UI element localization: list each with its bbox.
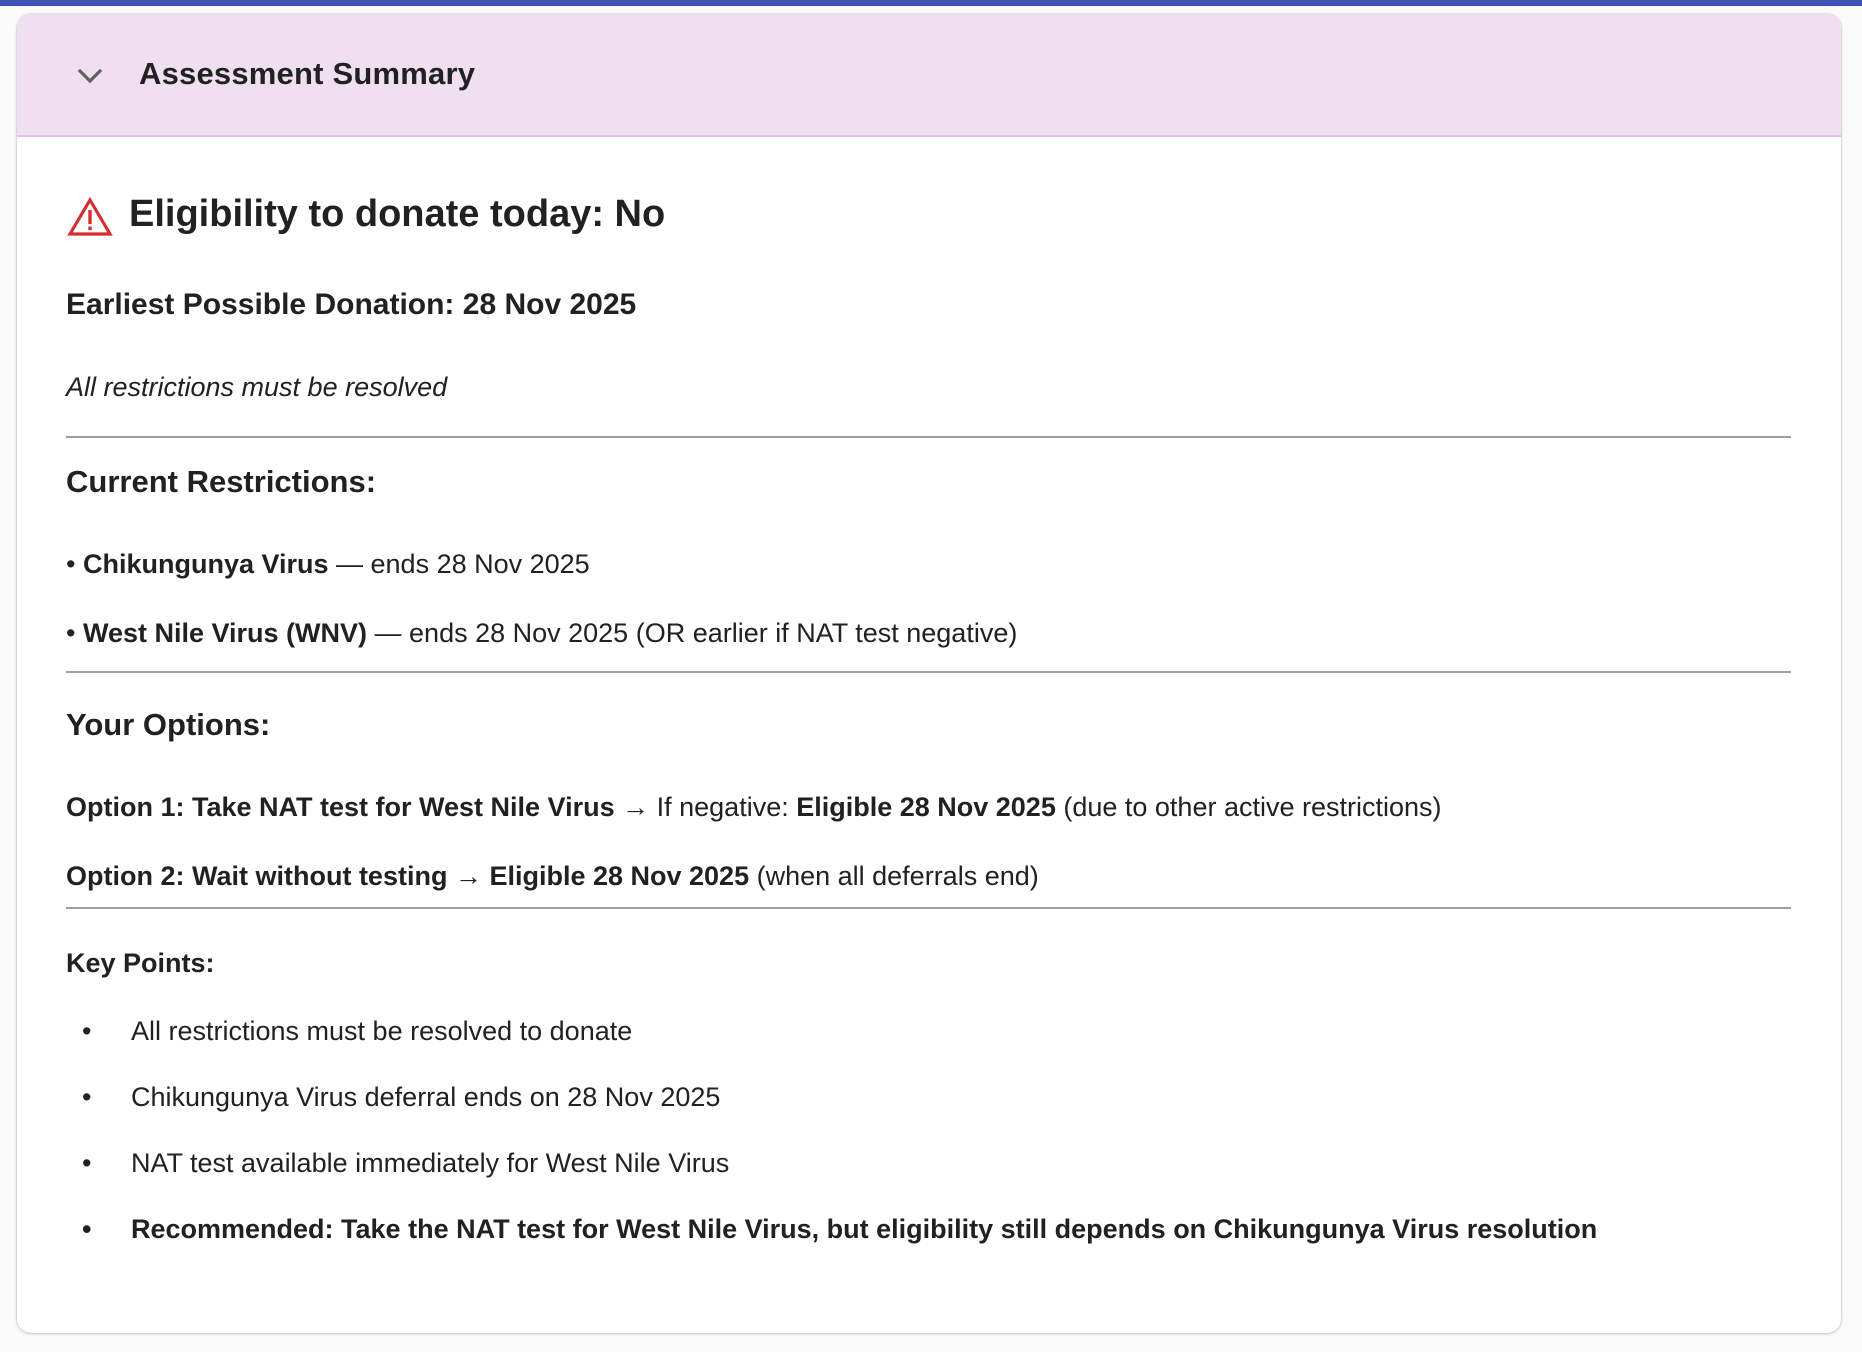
- option-result: Eligible 28 Nov 2025: [489, 861, 750, 891]
- arrow: →: [447, 861, 490, 891]
- key-point-item: [82, 1016, 632, 1047]
- key-point-item: [82, 1082, 720, 1113]
- restriction-name: Chikungunya Virus: [82, 549, 329, 579]
- restriction-item: [66, 549, 590, 580]
- bullet: •: [82, 1082, 92, 1112]
- assessment-summary-header[interactable]: [17, 14, 1841, 137]
- option-label: Option 2: Wait without testing: [66, 861, 448, 891]
- option-item: [66, 861, 1039, 892]
- key-point-text: NAT test available immediately for West Nile Virus: [131, 1148, 730, 1178]
- option-result: Eligible 28 Nov 2025: [796, 792, 1056, 822]
- option-note: (due to other active restrictions): [1055, 792, 1442, 822]
- key-points-title: Key Points:: [66, 948, 215, 978]
- option-condition: If negative:: [656, 792, 797, 822]
- divider: [66, 671, 1791, 673]
- warning-triangle-icon: [67, 197, 113, 237]
- bullet: •: [66, 549, 76, 579]
- earliest-donation-date: Earliest Possible Donation: 28 Nov 2025: [66, 288, 637, 321]
- divider: [66, 436, 1791, 438]
- restriction-item: [66, 618, 1017, 649]
- key-point-text: Recommended: Take the NAT test for West Nile Virus, but eligibility still depends on Chikungunya Virus resolution: [131, 1214, 1598, 1244]
- bullet: •: [82, 1016, 92, 1046]
- key-point-recommended: [82, 1214, 1597, 1245]
- divider: [66, 907, 1791, 909]
- options-title: Your Options:: [66, 707, 271, 742]
- bullet: •: [82, 1214, 92, 1244]
- option-label: Option 1: Take NAT test for West Nile Virus: [66, 792, 615, 822]
- option-note: (when all deferrals end): [749, 861, 1039, 891]
- restriction-detail: — ends 28 Nov 2025: [328, 549, 590, 579]
- top-accent-bar: [0, 0, 1862, 6]
- key-point-item: [82, 1148, 729, 1179]
- eligibility-status: Eligibility to donate today: No: [129, 193, 666, 235]
- restriction-detail: — ends 28 Nov 2025 (OR earlier if NAT test negative): [367, 618, 1018, 648]
- bullet: •: [82, 1148, 92, 1178]
- arrow: →: [614, 792, 657, 822]
- assessment-summary-card: [17, 14, 1841, 1333]
- restriction-name: West Nile Virus (WNV): [82, 618, 368, 648]
- key-point-text: Chikungunya Virus deferral ends on 28 Nov 2025: [131, 1082, 721, 1112]
- restrictions-title: Current Restrictions:: [66, 464, 377, 499]
- section-title: Assessment Summary: [139, 56, 476, 91]
- restrictions-note: All restrictions must be resolved: [66, 372, 448, 402]
- option-item: [66, 792, 1442, 823]
- bullet: •: [66, 618, 76, 648]
- chevron-down-icon[interactable]: [77, 68, 103, 84]
- key-point-text: All restrictions must be resolved to donate: [131, 1016, 633, 1046]
